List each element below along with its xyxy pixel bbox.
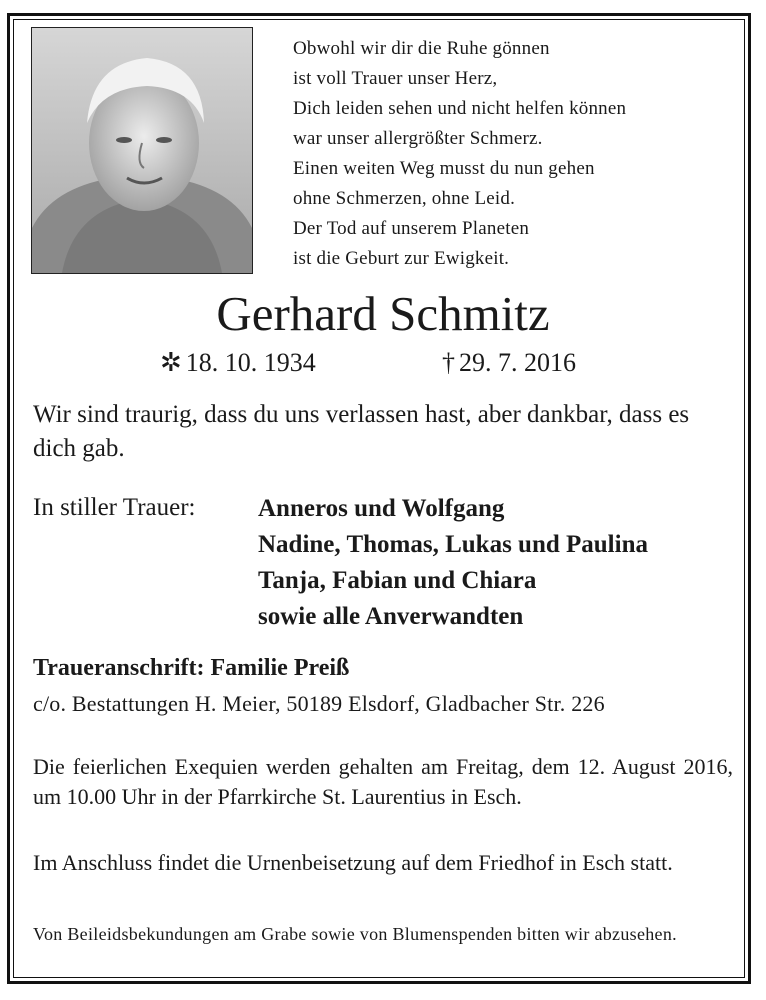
address-line: c/o. Bestattungen H. Meier, 50189 Elsdorf, Gladbacher Str. 226 [33, 691, 605, 716]
death-date: 29. 7. 2016 [459, 348, 576, 377]
poem-line: Einen weiten Weg musst du nun gehen [293, 158, 595, 179]
deceased-name: Gerhard Schmitz [216, 286, 550, 341]
poem-line: ist die Geburt zur Ewigkeit. [293, 248, 510, 269]
burial-text: Im Anschluss findet die Urnenbeisetzung auf dem Friedhof in Esch statt. [33, 850, 673, 875]
mourning-label: In stiller Trauer: [33, 494, 196, 521]
poem-line: war unser allergrößter Schmerz. [293, 128, 543, 149]
mourner-entry: sowie alle Anverwandten [258, 603, 524, 630]
request-text: Von Beileidsbekundungen am Grabe sowie von Blumenspenden bitten wir abzusehen. [33, 924, 677, 944]
poem-line: ist voll Trauer unser Herz, [293, 68, 498, 89]
poem-line: ohne Schmerzen, ohne Leid. [293, 188, 516, 209]
death-cross-icon: † [442, 348, 455, 377]
address-title: Traueranschrift: Familie Preiß [33, 655, 350, 681]
death-date-line [442, 347, 576, 379]
poem-line: Obwohl wir dir die Ruhe gönnen [293, 38, 550, 59]
motto-text: Wir sind traurig, dass du uns verlassen hast, aber dankbar, dass es dich gab. [33, 401, 690, 462]
portrait-photo [31, 27, 253, 274]
poem-line: Der Tod auf unserem Planeten [293, 218, 530, 239]
mourner-entry: Anneros und Wolfgang [258, 495, 505, 522]
mourners-list [258, 491, 648, 635]
mourner-entry: Nadine, Thomas, Lukas und Paulina [258, 531, 648, 558]
birth-star-icon: ✲ [160, 348, 182, 377]
mourner-entry: Tanja, Fabian und Chiara [258, 567, 537, 594]
birth-date: 18. 10. 1934 [185, 348, 316, 377]
poem [293, 34, 743, 274]
service-text: Die feierlichen Exequien werden gehalten am Freitag, dem 12. August 2016, um 10.00 Uhr in der Pfarrkirche St. Laurentius in Esch. [33, 754, 733, 809]
birth-date-line [160, 347, 316, 379]
poem-line: Dich leiden sehen und nicht helfen können [293, 98, 627, 119]
